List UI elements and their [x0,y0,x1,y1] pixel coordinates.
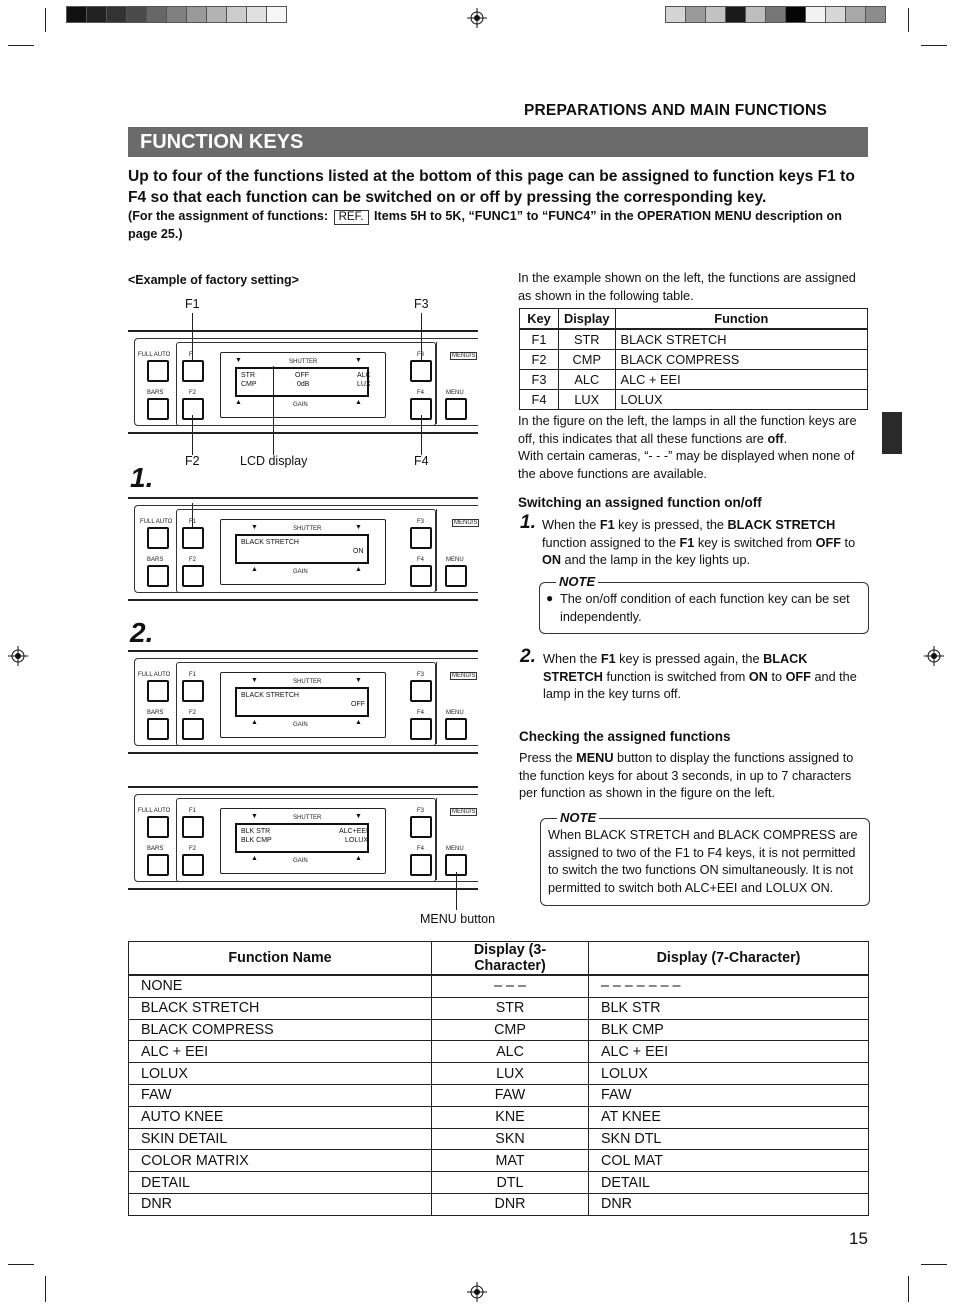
table-row [520,350,868,370]
label-f4: F4 [417,846,425,852]
table-cell: STR [432,997,589,1019]
lcd-display: ▼ SHUTTER ▼ BLK STR BLK CMP ALC+EEI LOLUX ▲ GAIN ▲ [220,808,386,874]
step-1-text [542,517,868,570]
f3-key[interactable] [410,360,432,382]
text-run-bold: BLACK STRETCH [543,652,808,684]
lcd-display: ▼ SHUTTER ▼ BLACK STRETCH ON ▲ GAIN ▲ [220,519,386,585]
label-f3: F3 [417,519,425,525]
label-menu-s: MENU/S [452,353,476,359]
table-cell: SKN DTL [589,1128,869,1150]
full-auto-key[interactable] [147,360,169,382]
label-menu: MENU [446,390,464,396]
bars-key[interactable] [147,398,169,420]
table-header-row [129,942,869,976]
label-shutter: SHUTTER [293,679,322,685]
table-cell: LUX [432,1063,589,1085]
lcd-display: ▼ SHUTTER ▼ STR CMP OFF 0dB ALC LUX ▲ GAIN ▲ [220,352,386,418]
note-label: NOTE [557,810,599,825]
step-1-number: 1. [520,512,536,533]
table-row [520,329,868,350]
table-cell: DETAIL [589,1172,869,1194]
lcd-screen [235,823,369,853]
table-cell: ALC [559,370,616,390]
table-cell: FAW [589,1084,869,1106]
f2-key[interactable] [182,718,204,740]
text-run: When the [542,518,600,532]
label-menu: MENU [446,710,464,716]
table-cell: AUTO KNEE [129,1106,432,1128]
label-f4: F4 [417,557,425,563]
function-list-table [128,941,869,1216]
f3-key[interactable] [410,816,432,838]
table-cell: SKN [432,1128,589,1150]
label-f3: F3 [417,808,425,814]
text-run: to [841,535,856,550]
table-cell: SKIN DETAIL [129,1128,432,1150]
column-header: Display [559,309,616,330]
text-run: key is pressed, the [614,518,728,532]
table-cell: DNR [432,1193,589,1215]
label-f4: F4 [417,710,425,716]
callout-f3: F3 [414,297,429,311]
label-gain: GAIN [293,402,308,408]
f2-key[interactable] [182,565,204,587]
table-cell: ALC + EEI [615,370,867,390]
label-f1: F1 [189,808,197,814]
figure-step-2: 2. [130,617,154,648]
table-cell: COL MAT [589,1150,869,1172]
lcd-text: BLACK STRETCH [241,692,299,699]
lcd-text: LUX [357,381,371,388]
callout-lcd: LCD display [240,454,308,468]
menu-key[interactable] [445,565,467,587]
bullet-icon: ● [546,591,554,605]
note-label: NOTE [556,574,598,589]
label-bars: BARS [147,557,164,563]
table-cell: BLACK STRETCH [129,997,432,1019]
camera-panel-factory: FULL AUTO BARS F F2 ▼ SHUTTER ▼ STR CMP OFF 0dB ALC LUX ▲ GAIN ▲ F3 F4 MENU/S MENU [128,330,478,434]
text-run-bold: F1 [599,518,615,532]
lcd-state: OFF [351,701,365,708]
label-bars: BARS [147,390,164,396]
table-row [129,975,869,997]
step-2-number: 2. [520,646,536,667]
lcd-state: ON [353,548,364,555]
text-run-bold: F1 [600,652,616,666]
table-row [129,1019,869,1041]
text-run: key is pressed again, the [615,652,764,666]
table-cell: DNR [129,1193,432,1215]
figure-caption: <Example of factory setting> [128,273,299,287]
lcd-text: 0dB [297,381,310,388]
key-assignment-table [519,308,868,410]
table-cell: DNR [589,1193,869,1215]
table-cell: CMP [559,350,616,370]
menu-key[interactable] [445,398,467,420]
text-run: function is switched from [602,669,749,684]
figure-step-1: 1. [130,462,154,493]
menu-key[interactable] [445,718,467,740]
lcd-display: ▼ SHUTTER ▼ BLACK STRETCH OFF ▲ GAIN ▲ [220,672,386,738]
label-full-auto: FULL AUTO [138,352,171,358]
table-cell: DTL [432,1172,589,1194]
table-row [129,1063,869,1085]
label-f1: F1 [189,519,197,525]
table-row [129,1128,869,1150]
table-cell: F4 [520,390,559,410]
label-full-auto: FULL AUTO [138,672,171,678]
f3-key[interactable] [410,680,432,702]
table-cell: – – – – – – – [589,975,869,997]
lcd-screen [235,534,369,564]
leader-f2 [192,415,193,455]
full-auto-key[interactable] [147,680,169,702]
table-cell: LOLUX [615,390,867,410]
table-cell: KNE [432,1106,589,1128]
table-cell: DETAIL [129,1172,432,1194]
note-box-1 [539,574,869,634]
text-run-bold: F1 [679,535,695,550]
table-cell: COLOR MATRIX [129,1150,432,1172]
callout-f4: F4 [414,454,429,468]
intro-lead: Up to four of the functions listed at the bottom of this page can be assigned to function keys F1 to F4 so that each function can be switched on or off by pressing the corresponding key. [128,168,855,206]
label-bars: BARS [147,710,164,716]
table-row [520,370,868,390]
table-row [129,1041,869,1063]
text-run: and the lamp in the key turns off. [543,669,857,701]
f3-key[interactable] [410,527,432,549]
text-run: Press the [519,751,577,765]
intro-note-before: (For the assignment of functions: [128,209,332,223]
lcd-text: OFF [295,372,309,379]
column-header: Function Name [129,942,432,976]
bars-key[interactable] [147,718,169,740]
f4-key[interactable] [410,718,432,740]
label-menu: MENU [446,557,464,563]
text-run-bold: MENU [576,751,614,765]
label-f1: F1 [189,672,197,678]
table-cell: CMP [432,1019,589,1041]
page-number: 15 [849,1229,868,1248]
text-run-bold: off [767,431,784,446]
check-heading: Checking the assigned functions [519,729,731,744]
label-menu: MENU [446,846,464,852]
lcd-text: ALC [357,372,371,379]
example-intro: In the example shown on the left, the functions are assigned as shown in the following table. [518,271,856,303]
text-run: to [767,669,786,684]
full-auto-key[interactable] [147,816,169,838]
column-header: Display (3-Character) [432,942,589,976]
table-row [129,1193,869,1215]
lcd-screen [235,687,369,717]
table-row [129,1106,869,1128]
table-row [129,997,869,1019]
f4-key[interactable] [410,854,432,876]
cameras-paragraph: With certain cameras, “- - -” may be displayed when none of the above functions are available. [518,449,855,481]
label-f2: F2 [189,846,197,852]
label-menu-s: MENU/S [454,520,478,526]
label-bars: BARS [147,846,164,852]
table-cell: MAT [432,1150,589,1172]
table-cell: – – – [432,975,589,997]
intro-note-after: Items 5H to 5K, “FUNC1” to “FUNC4” in the OPERATION MENU description on page 25.) [128,209,842,241]
table-cell: BLACK COMPRESS [615,350,867,370]
label-gain: GAIN [293,858,308,864]
label-menu-s: MENU/S [452,809,476,815]
text-run: When the [543,652,601,666]
text-run-bold: OFF [815,535,842,550]
camera-panel-off [128,650,478,754]
lamp-paragraph [518,413,870,448]
table-cell: BLK CMP [589,1019,869,1041]
registration-mark-bottom [467,1282,487,1302]
f1-key[interactable] [182,816,204,838]
table-cell: F2 [520,350,559,370]
table-cell: LUX [559,390,616,410]
f4-key[interactable] [410,565,432,587]
lcd-text: STR [241,372,255,379]
bars-key[interactable] [147,854,169,876]
label-f2: F2 [189,557,197,563]
table-cell: FAW [129,1084,432,1106]
lcd-text: ALC+EEI [339,828,368,835]
section-tab-marker [882,412,902,454]
bars-key[interactable] [147,565,169,587]
registration-mark-right [924,646,944,666]
column-header: Key [520,309,559,330]
callout-f2: F2 [185,454,200,468]
text-run-bold: ON [748,669,768,684]
callout-menu-button: MENU button [420,912,496,926]
label-shutter: SHUTTER [289,359,318,365]
lcd-screen [235,367,369,397]
lcd-text: LOLUX [345,837,368,844]
f2-key[interactable] [182,854,204,876]
label-f2: F2 [189,390,197,396]
table-row [129,1172,869,1194]
column-header: Function [615,309,867,330]
table-cell: BLACK STRETCH [615,329,867,350]
step-2-text [543,651,869,704]
note-2-text: When BLACK STRETCH and BLACK COMPRESS are assigned to two of the F1 to F4 keys, it is not permitted to switch the two functions ON simultaneously. It is not permitted to switch both ALC+EEI and LOLUX ON. [548,828,858,895]
table-cell: F3 [520,370,559,390]
camera-panel-menu [128,786,478,890]
label-shutter: SHUTTER [293,526,322,532]
label-shutter: SHUTTER [293,815,322,821]
full-auto-key[interactable] [147,527,169,549]
table-cell: AT KNEE [589,1106,869,1128]
leader-f4 [421,415,422,455]
table-cell: BLK STR [589,997,869,1019]
f1-key[interactable] [182,360,204,382]
label-menu-s: MENU/S [452,673,476,679]
camera-panel-on [128,497,478,601]
text-run: and the lamp in the key lights up. [561,553,751,567]
table-cell: ALC [432,1041,589,1063]
section-heading: PREPARATIONS AND MAIN FUNCTIONS [524,102,827,119]
registration-mark-left [8,646,28,666]
table-cell: LOLUX [129,1063,432,1085]
text-run-bold: BLACK STRETCH [727,518,836,532]
table-cell: LOLUX [589,1063,869,1085]
switch-heading: Switching an assigned function on/off [518,495,762,510]
ref-badge: REF. [334,210,369,225]
lcd-text: BLACK STRETCH [241,539,299,546]
leader-lcd [273,366,274,455]
table-row [129,1150,869,1172]
registration-mark-top [467,8,487,28]
text-run: In the figure on the left, the lamps in all the function keys are off, this indicates that all these functions are [518,414,857,446]
label-f2: F2 [189,710,197,716]
text-run: . [783,431,788,446]
table-row [520,390,868,410]
table-cell: FAW [432,1084,589,1106]
f1-key[interactable] [182,680,204,702]
intro-note [128,207,870,243]
text-run-bold: ON [542,553,562,567]
table-cell: NONE [129,975,432,997]
lcd-text: BLK STR [241,828,271,835]
check-paragraph [519,750,869,803]
table-header-row [520,309,868,330]
column-header: Display (7-Character) [589,942,869,976]
text-run: key is switched from [694,535,816,550]
note-1-text: The on/off condition of each function key can be set independently. [560,592,850,624]
label-full-auto: FULL AUTO [138,808,171,814]
leader-menu-button [456,872,457,910]
table-cell: F1 [520,329,559,350]
callout-f1: F1 [185,297,200,311]
label-full-auto: FULL AUTO [140,519,173,525]
page-title: FUNCTION KEYS [140,131,304,153]
label-gain: GAIN [293,569,308,575]
lcd-text: BLK CMP [241,837,272,844]
table-cell: ALC + EEI [129,1041,432,1063]
note-box-2 [540,810,870,906]
table-cell: STR [559,329,616,350]
table-row [129,1084,869,1106]
table-cell: ALC + EEI [589,1041,869,1063]
text-run: button to display the functions assigned to the function keys for about 3 seconds, in up to 7 characters per function as shown in the figure on the left. [519,751,854,800]
text-run-bold: OFF [785,669,811,684]
label-f4: F4 [417,390,425,396]
label-gain: GAIN [293,722,308,728]
table-cell: BLACK COMPRESS [129,1019,432,1041]
lcd-text: CMP [241,381,257,388]
label-f3: F3 [417,672,425,678]
text-run: function assigned to the [542,535,680,550]
f2-key[interactable] [182,398,204,420]
f1-key[interactable] [182,527,204,549]
title-bar [128,127,868,157]
